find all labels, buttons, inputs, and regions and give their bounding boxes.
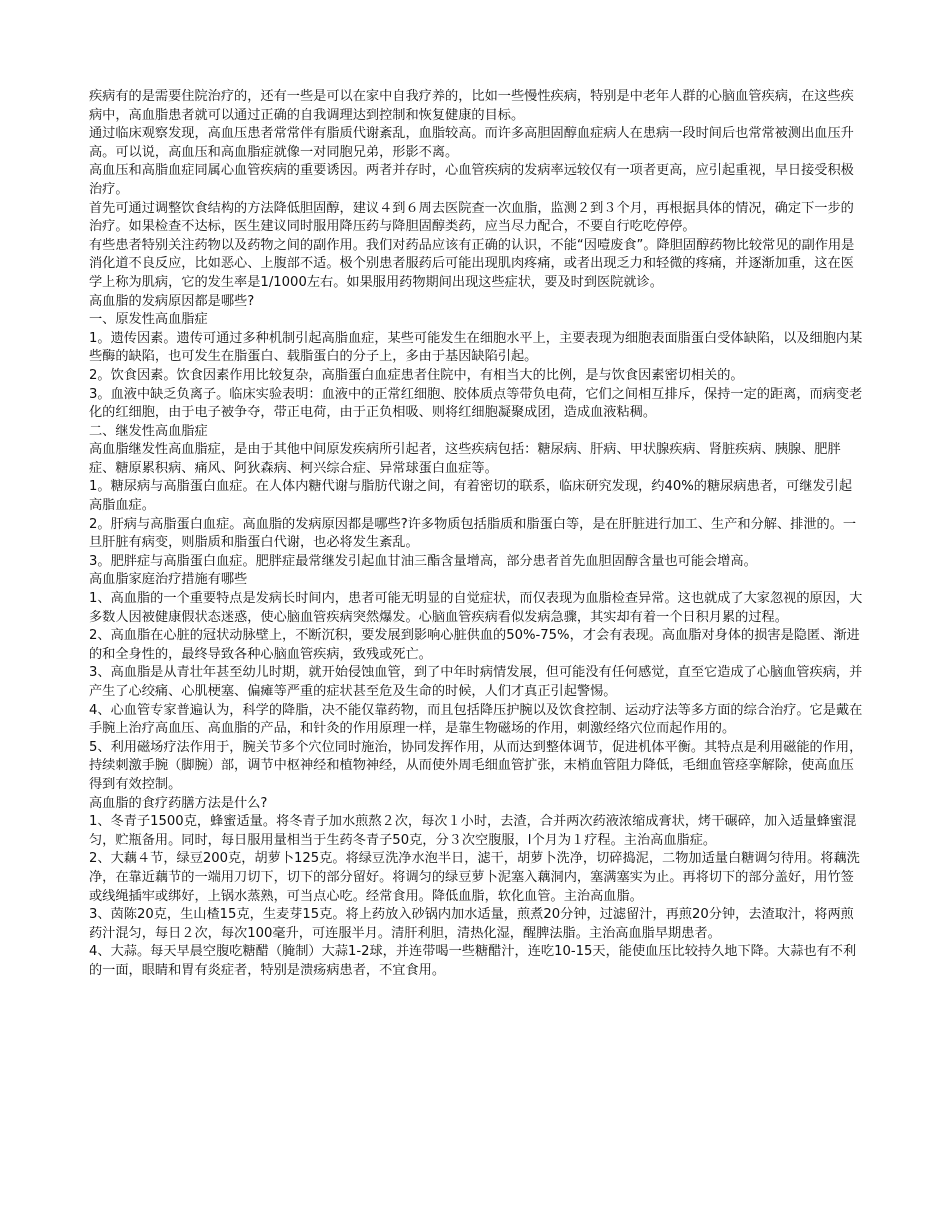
paragraph-intro: 疾病有的是需要住院治疗的，还有一些是可以在家中自我疗养的，比如一些慢性疾病，特别是中老年人群的心脑血管疾病，在这些疾病中，高血脂患者就可以通过正确的自我调理达到控制和恢复健康的目标。 xyxy=(89,89,854,123)
heading-causes: 高血脂的发病原因都是哪些? xyxy=(89,293,255,309)
paragraph-treatment-3: 3、高血脂是从青壮年甚至幼儿时期，就开始侵蚀血管，到了中年时病情发展，但可能没有任何感觉，直至它造成了心脑血管疾病，并产生了心绞痛、心肌梗塞、偏瘫等严重的症状甚至危及生命的时候，人们才真正引起警惕。 xyxy=(89,665,863,699)
paragraph-recipe-2: 2、大藕４节，绿豆200克，胡萝卜125克。将绿豆洗净水泡半日，滤干，胡萝卜洗净，切碎捣泥，二物加适量白糖调匀待用。将藕洗净，在靠近藕节的一端用刀切下，切下的部分留好。将调匀的绿豆萝卜泥塞入藕洞内，塞满塞实为止。再将切下的部分盖好，用竹签或线绳插牢或绑好，上锅水蒸熟，可当点心吃。经常食用。降低血脂，软化血管。主治高血脂。 xyxy=(89,851,860,904)
paragraph-treatment-1: 1、高血脂的一个重要特点是发病长时间内，患者可能无明显的自觉症状，而仅表现为血脂检查异常。这也就成了大家忽视的原因，大多数人因被健康假状态迷惑，使心脑血管疾病突然爆发。心脑血管疾病看似发病急骤，其实却有着一个日积月累的过程。 xyxy=(89,591,863,625)
paragraph-treatment-5: 5、利用磁场疗法作用于，腕关节多个穴位同时施治，协同发挥作用，从而达到整体调节，促进机体平衡。其特点是利用磁能的作用，持续刺激手腕（脚腕）部，调节中枢神经和植物神经，从而使外周毛细血管扩张，末梢血管阻力降低，毛细血管痉挛解除，使高血压得到有效控制。 xyxy=(89,739,863,792)
paragraph-clinical-observation: 通过临床观察发现，高血压患者常常伴有脂质代谢紊乱，血脂较高。而许多高胆固醇血症病人在患病一段时间后也常常被测出血压升高。可以说，高血压和高血脂症就像一对同胞兄弟，形影不离。 xyxy=(89,126,854,160)
paragraph-recipe-4: 4、大蒜。每天早晨空腹吃糖醋（腌制）大蒜1-2球，并连带喝一些糖醋汁，连吃10-15天，能使血压比较持久地下降。大蒜也有不利的一面，眼睛和胃有炎症者，特别是溃疡病患者，不宜食用。 xyxy=(89,944,857,978)
paragraph-secondary-intro: 高血脂继发性高血脂症，是由于其他中间原发疾病所引起者，这些疾病包括：糖尿病、肝病、甲状腺疾病、肾脏疾病、胰腺、肥胖症、糖原累积病、痛风、阿狄森病、柯兴综合症、异常球蛋白血症等。 xyxy=(89,442,841,476)
paragraph-negative-ions: 3。血液中缺乏负离子。临床实验表明：血液中的正常红细胞、胶体质点等带负电荷，它们之间相互排斥，保持一定的距离，而病变老化的红细胞，由于电子被争夺，带正电荷，由于正负相吸、则将红细胞凝聚成团，造成血液粘稠。 xyxy=(89,386,863,421)
heading-secondary: 二、继发性高血脂症 xyxy=(89,423,208,439)
paragraph-diet-factor: 2。饮食因素。饮食因素作用比较复杂，高脂蛋白血症患者住院中，有相当大的比例，是与饮食因素密切相关的。 xyxy=(89,367,744,383)
heading-home-treatment: 高血脂家庭治疗措施有哪些 xyxy=(89,572,248,588)
paragraph-recipe-3: 3、茵陈20克，生山楂15克，生麦芽15克。将上药放入砂锅内加水适量，煎煮20分钟，过滤留汁，再煎20分钟，去渣取汁，将两煎药汁混匀，每日２次，每次100毫升，可连服半月。清肝利胆，清热化湿，醒脾法脂。主治高血脂早期患者。 xyxy=(89,907,854,941)
paragraph-diabetes: 1。糖尿病与高脂蛋白血症。在人体内糖代谢与脂肪代谢之间，有着密切的联系，临床研究发现，约40%的糖尿病患者，可继发引起高脂血症。 xyxy=(89,479,853,514)
paragraph-side-effects: 有些患者特别关注药物以及药物之间的副作用。我们对药品应该有正确的认识，不能“因噎废食”。降胆固醇药物比较常见的副作用是消化道不良反应，比如恶心、上腹部不适。极个别患者服药后可能出现肌肉疼痛，或者出现乏力和轻微的疼痛，并逐渐加重，这在医学上称为肌病，它的发生率是1/1000左右。如果服用药物期间出现这些症状，要及时到医院就诊。 xyxy=(89,237,855,290)
paragraph-genetic: 1。遗传因素。遗传可通过多种机制引起高脂血症，某些可能发生在细胞水平上，主要表现为细胞表面脂蛋白受体缺陷，以及细胞内某些酶的缺陷，也可发生在脂蛋白、载脂蛋白的分子上，多由于基因缺陷引起。 xyxy=(89,330,863,365)
paragraph-risk-factors: 高血压和高脂血症同属心血管疾病的重要诱因。两者并存时，心血管疾病的发病率远较仅有一项者更高，应引起重视，早日接受积极治疗。 xyxy=(89,163,854,197)
paragraph-treatment-4: 4、心血管专家普遍认为，科学的降脂，决不能仅靠药物，而且包括降压护腕以及饮食控制、运动疗法等多方面的综合治疗。它是戴在手腕上治疗高血压、高血脂的产品，和针灸的作用原理一样，是靠生物磁场的作用，刺激经络穴位而起作用的。 xyxy=(89,702,863,737)
paragraph-liver: 2。肝病与高脂蛋白血症。高血脂的发病原因都是哪些?许多物质包括脂质和脂蛋白等，是在肝脏进行加工、生产和分解、排泄的。一旦肝脏有病变，则脂质和脂蛋白代谢，也必将发生紊乱。 xyxy=(89,516,857,551)
paragraph-recipe-1: 1、冬青子1500克，蜂蜜适量。将冬青子加水煎熬２次，每次１小时，去渣，合并两次药液浓缩成膏状，烤干碾碎，加入适量蜂蜜混匀，贮瓶备用。同时，每日服用量相当于生药冬青子50克，分３次空腹服，l个月为１疗程。主治高血脂症。 xyxy=(89,814,857,848)
paragraph-diet-adjustment: 首先可通过调整饮食结构的方法降低胆固醇，建议４到６周去医院查一次血脂，监测２到３个月，再根据具体的情况，确定下一步的治疗。如果检查不达标，医生建议同时服用降压药与降胆固醇类药，应当尽力配合，不要自行吃吃停停。 xyxy=(89,200,854,235)
document-body xyxy=(89,88,864,981)
paragraph-treatment-2: 2、高血脂在心脏的冠状动脉壁上，不断沉积，要发展到影响心脏供血的50%-75%，才会有表现。高血脂对身体的损害是隐匿、渐进的和全身性的，最终导致各种心脑血管疾病，致残或死亡。 xyxy=(89,628,860,662)
heading-primary: 一、原发性高血脂症 xyxy=(89,312,208,328)
heading-diet-therapy: 高血脂的食疗药膳方法是什么? xyxy=(89,795,268,811)
paragraph-obesity: 3。肥胖症与高脂蛋白血症。肥胖症最常继发引起血甘油三酯含量增高，部分患者首先血胆固醇含量也可能会增高。 xyxy=(89,553,757,569)
